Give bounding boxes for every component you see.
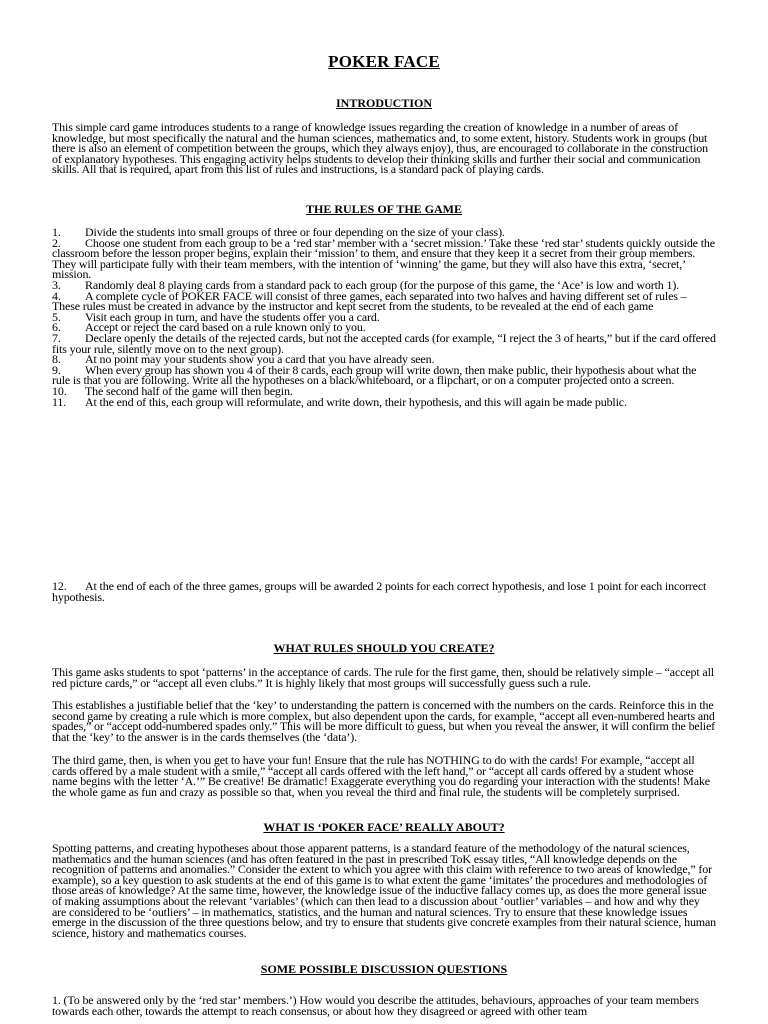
rule-item: 11. At the end of this, each group will reformulate, and write down, their hypothesis, and this will again be made public.	[52, 394, 627, 409]
rules-list	[52, 227, 716, 407]
rule-item: 1. Divide the students into small groups of three or four depending on the size of your class).	[52, 225, 505, 239]
rule-item-12: 12. At the end of each of the three games, groups will be awarded 2 points for each correct hypothesis, and lose 1 point for each incorrect hypothesis.	[52, 579, 707, 604]
rule-item: 2. Choose one student from each group to be a ‘red star’ member with a ‘secret mission.’ Take these ‘red star’ students quickly outside the classroom before the lesson proper begins, explain their ‘mission’ to them, and ensure that they keep it a secret from their group members. They will participate fully with their team members, with the intention of ‘winning’ the game, but they will also have this extra, ‘secret,’ mission.	[52, 235, 715, 282]
rule-item: 6. Accept or reject the card based on a rule known only to you.	[52, 320, 366, 335]
create-paragraph-1: This game asks students to spot ‘patterns’ in the acceptance of cards. The rule for the first game, then, should be relatively simple – “accept all red picture cards,” or “accept all even clubs.” It is highly likely that most groups will successfully guess such a rule.	[52, 665, 714, 690]
heading-rules: THE RULES OF THE GAME	[305, 202, 463, 216]
rule-item: 5. Visit each group in turn, and have the students offer you a card.	[52, 309, 380, 324]
heading-introduction: INTRODUCTION	[335, 96, 432, 110]
rule-item: 7. Declare openly the details of the rejected cards, but not the accepted cards (for example, “I reject the 3 of hearts,” but if the card offered fits your rule, silently move on to the next group).	[52, 330, 716, 356]
heading-about: WHAT IS ‘POKER FACE’ REALLY ABOUT?	[263, 820, 505, 834]
discussion-question-1: 1. (To be answered only by the ‘red star’ members.’) How would you describe the attitudes, behaviours, approaches of your team members towards each other, towards the attempt to reach consensus, or about how they disagreed or agreed with other team	[52, 993, 699, 1018]
intro-paragraph: This simple card game introduces students to a range of knowledge issues regarding the creation of knowledge in a number of areas of knowledge, but most specifically the natural and the human sciences, mathematics and, to some extent, history. Students work in groups (but there is also an element of competition between the groups, which they always enjoy), thus, are encouraged to collaborate in the construction of explanatory hypotheses. This engaging activity helps students to develop their thinking skills and further their social and communication skills. All that is required, apart from this list of rules and instructions, is a standard pack of playing cards.	[52, 120, 708, 177]
rule-item: 4. A complete cycle of POKER FACE will consist of three games, each separated into two halves and having different set of rules – These rules must be created in advance by the instructor and kept secret from the students, to be revealed at the end of each game	[52, 288, 687, 314]
create-paragraph-3: The third game, then, is when you get to have your fun! Ensure that the rule has NOTHING to do with the cards! For example, “accept all cards offered by a male student with a smile,” “accept all cards offered with the left hand,” or “accept all cards offered by a student whose name begins with the letter ‘A.’” Be creative! Be dramatic! Exaggerate everything you do regarding your interaction with the students! Make the whole game as fun and crazy as possible so that, when you reveal the third and final rule, the students will be completely surprised.	[52, 753, 710, 799]
heading-discussion: SOME POSSIBLE DISCUSSION QUESTIONS	[260, 962, 508, 976]
heading-what-rules: WHAT RULES SHOULD YOU CREATE?	[273, 641, 495, 655]
rule-item: 3. Randomly deal 8 playing cards from a standard pack to each group (for the purpose of this game, the ‘Ace’ is low and worth 1).	[52, 277, 680, 292]
rule-item: 9. When every group has shown you 4 of their 8 cards, each group will write down, then make public, their hypothesis about what the rule is that you are following. Write all the hypotheses on a black/whiteboard, or a flipchart, or on a computer projected onto a screen.	[52, 362, 697, 388]
create-paragraph-2: This establishes a justifiable belief that the ‘key’ to understanding the pattern is concerned with the numbers on the cards. Reinforce this in the second game by creating a rule which is more complex, but also dependent upon the cards, for example, “accept all even-numbered hearts and spades,” or “accept odd-numbered spades only.” This will be more difficult to guess, but when you reveal the answer, it will confirm the belief that the ‘key’ to the answer is in the cards themselves (the ‘data’).	[52, 698, 715, 744]
rule-item: 10. The second half of the game will then begin.	[52, 383, 293, 398]
rule-item: 8. At no point may your students show you a card that you have already seen.	[52, 352, 435, 367]
page-title: POKER FACE	[328, 52, 440, 71]
about-paragraph: Spotting patterns, and creating hypotheses about those apparent patterns, is a standard feature of the methodology of the natural sciences, mathematics and the human sciences (and has often featured in the past in prescribed ToK essay titles, “All knowledge depends on the recognition of patterns and anomalies.” Consider the extent to which you agree with this claim with reference to two areas of knowledge,” for example), so a key question to ask students at the end of this game is to what extent the game ‘imitates’ the procedures and methodologies of those areas of knowledge? At the same time, however, the knowledge issue of the inductive fallacy comes up, as does the more general issue of making assumptions about the relevant ‘variables’ (which can then lead to a discussion about ‘outlier’ variables – and how and why they are considered to be ‘outliers’ – in mathematics, statistics, and the human and natural sciences. Try to ensure that these knowledge issues emerge in the discussion of the three questions below, and try to ensure that students give concrete examples from their natural science, human science, history and mathematics courses.	[52, 841, 717, 940]
